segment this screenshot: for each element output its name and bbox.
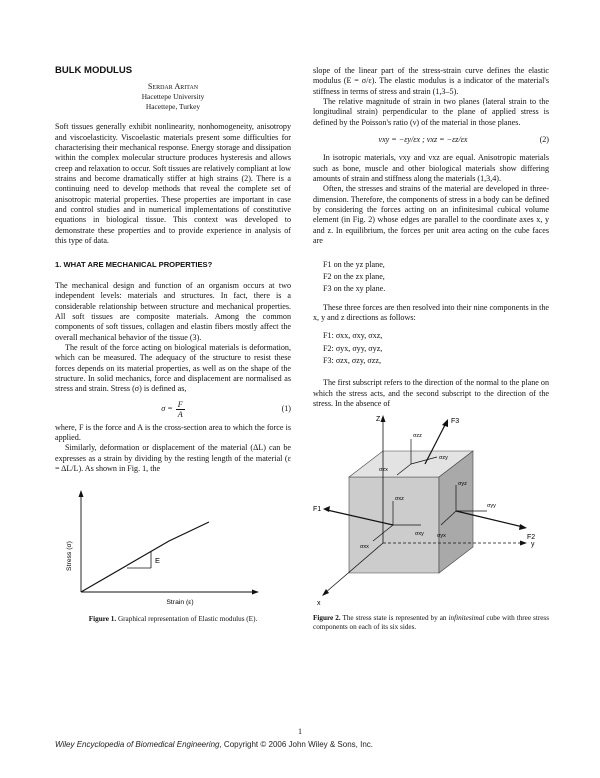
section-heading-1: 1. WHAT ARE MECHANICAL PROPERTIES? [55,260,213,270]
equation-2-number: (2) [539,135,549,145]
abstract-paragraph: Soft tissues generally exhibit nonlinearity, nonhomogeneity, anisotropy and viscoelasticity. Viscoelastic materials present some difficulties for characterising their mechanical response. Energy storage and dissipation within the complex molecular structure produces hysteresis and allows creep and relaxation to occur. Soft tissues are relatively compliant at low strains and become dramatically stiffer at high strains (2). There is a continuing need to develop methods that reveal the complete set of anisotropic material properties. These properties are important in case and control studies and in numerical implementations of constitutive equations in biological tissue. This context was developed to demonstrate these properties and to provide experience in analysis of this type of data. [55,122,291,246]
right-paragraph-5: These three forces are then resolved into their nine components in the x, y and z directions as follows: [313,302,549,322]
force-f3-label: F3 [451,418,460,426]
equation-1 [55,400,291,419]
right-paragraph-4: Often, the stresses and strains of the material are developed in three-dimension. Therefore, the components of stress in a body can be defined by considering the forces acting on an infinitesimal cubical volume element (in Fig. 2) whose edges are parallel to the coordinate axes x, y and z. In equilibrium, the forces per unit area acting on the cube faces are [313,184,549,246]
sigma-zz-label: σzz [413,433,422,440]
figure-2-caption-text-b: cube with three stress components on each of its six sides. [313,614,550,632]
figure-1-y-label: Stress (σ) [66,541,73,572]
component-item-2: F2: σyx, σyy, σyz, [323,343,383,353]
sigma-xy-label: σxy [415,531,424,538]
right-paragraph-3: In isotropic materials, νxy and νxz are equal. Anisotropic materials such as bone, muscle and other biological materials show differing amounts of strain and stiffness along the materials (1,3,4). [313,153,549,184]
equation-1-denominator: A [177,409,183,419]
sigma-zy-label: σzy [439,455,448,462]
equation-1-number: (1) [281,403,291,413]
right-column [313,66,549,633]
y-axis-arrow [520,541,527,546]
figure-1-diagram [55,484,291,612]
footer-copyright: , Copyright © 2006 John Wiley & Sons, Inc. [219,740,373,749]
right-paragraph-2: The relative magnitude of strain in two planes (lateral strain to the longitudinal strain) perpendicular to the plane of applied stress is defined by the Poisson's ratio (ν) of the material in those planes. [313,97,549,127]
equation-2 [313,135,549,145]
sigma-xz-label: σxz [395,496,404,503]
equation-1-numerator: F [177,399,183,409]
sigma-yx-label: σyx [437,533,446,540]
affiliation-line-2: Hacettepe, Turkey [145,101,201,111]
equation-2-expression: νxy = −εy/εx ; νxz = −εz/εx [378,135,468,145]
figure-1-caption [55,615,291,624]
figure-1-caption-text: Graphical representation of Elastic modulus (E). [117,615,258,624]
figure-2-diagram [313,415,549,611]
left-column [55,66,291,625]
figure-2-caption [313,614,549,632]
plane-item-1: F1 on the yz plane, [323,259,385,269]
x-axis-label: x [317,600,321,608]
figure-1-caption-label: Figure 1. [88,615,117,624]
equation-1-lhs: σ = [161,403,173,413]
plane-item-3: F3 on the xy plane. [323,284,386,294]
sigma-yy-label: σyy [487,503,496,510]
force-f1-label: F1 [313,506,322,514]
plane-item-2: F2 on the zx plane, [323,271,385,281]
paragraph-3: where, F is the force and A is the cross-section area to which the force is applied. [55,422,291,442]
sigma-yz-label: σyz [458,481,467,488]
figure-1-stress-strain-curve [81,522,209,592]
affiliation-line-1: Hacettepe University [141,92,205,102]
figure-1-x-arrow [252,590,259,595]
z-axis-arrow [381,415,386,422]
force-f1-head [323,506,330,512]
component-item-1: F1: σxx, σxy, σxz, [323,331,383,341]
right-paragraph-1: slope of the linear part of the stress-strain curve defines the elastic modulus (E = σ/ε). The elastic modulus is a indicator of the material's stiffness in terms of stress and strain (1,3–5). [313,66,549,96]
figure-2-caption-text-a: The stress state is represented by an [342,614,447,623]
y-axis-label: y [531,541,535,549]
figure-1-x-label: Strain (ε) [166,599,194,607]
article-title: BULK MODULUS [55,65,133,76]
paragraph-1: The mechanical design and function of an organism occurs at two independent levels: materials and structures. In fact, there is a considerable relationship between structure and mechanical properties. All soft tissues are composite materials. Among the common components of soft tissues, collagen and elastin fibers mostly affect the overall mechanical behavior of the tissue (3). [55,280,291,342]
stress-components-list [323,331,549,366]
author-name: Serdar Aritan [147,82,199,92]
figure-1-y-arrow [79,490,84,497]
page-footer [55,740,373,749]
page-number: 1 [298,727,302,736]
force-f3-head [442,419,448,427]
sigma-xx-label: σxx [360,544,369,551]
force-f2-label: F2 [527,534,536,542]
equation-1-expression [71,400,275,419]
force-planes-list [323,260,549,295]
right-paragraph-6: The first subscript refers to the direction of the normal to the plane on which the stress acts, and the second subscript to the direction of the stress. In the absence of [313,378,549,408]
z-axis-label: Z [376,416,381,424]
component-item-3: F3: σzx, σzy, σzz, [323,355,381,365]
sigma-zx-label: σzx [379,467,388,474]
footer-publication: Wiley Encyclopedia of Biomedical Engineering [55,740,220,749]
figure-1-elastic-mark: E [155,556,161,566]
paragraph-2: The result of the force acting on biological materials is deformation, which can be measured. The adequacy of the structure to resist these forces depends on its material properties, as well as on the shape of the structure. In solid mechanics, force and displacement are normalised as stress and strain. Stress (σ) is defined as, [55,342,291,394]
paragraph-4: Similarly, deformation or displacement of the material (ΔL) can be expresses as a strain by dividing by the resting length of the material (ε = ΔL/L). As shown in Fig. 1, the [55,443,291,473]
figure-2-caption-label: Figure 2. [313,614,341,623]
figure-2-caption-emphasis: infinitesimal [448,614,485,623]
force-f2-head [519,524,527,530]
